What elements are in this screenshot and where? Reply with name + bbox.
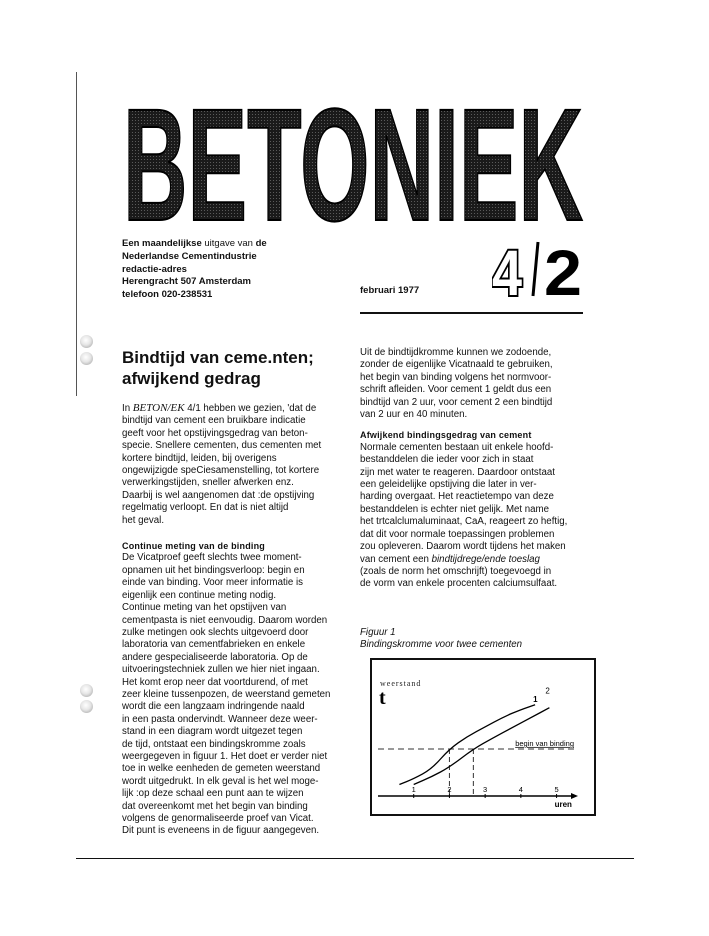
issue-date: februari 1977 bbox=[360, 285, 420, 296]
body-line: Dit punt is eveneens in de figuur aangegeven. bbox=[122, 825, 320, 837]
body-line: het begin van binding volgens het normvoor- bbox=[360, 371, 552, 383]
figure-1 bbox=[370, 658, 596, 816]
publisher-line: Herengracht 507 Amsterdam bbox=[122, 276, 252, 288]
body-line: harding overgaat. Het reactietempo van deze bbox=[360, 491, 554, 503]
publisher-line: uitgave van bbox=[201, 238, 256, 249]
body-line: (zoals de norm het omschrijft) toegevoegd in bbox=[360, 565, 552, 577]
body-line: andere gespecialiseerde laboratoria. Op de bbox=[122, 651, 308, 663]
publisher-line: telefoon 020-238531 bbox=[122, 289, 213, 301]
section-heading: Afwijkend bindingsgedrag van cement bbox=[360, 430, 532, 441]
figure-number: Figuur 1 bbox=[360, 627, 396, 638]
x-axis-unit: uren bbox=[554, 800, 572, 809]
body-line: opnamen uit het bindingsverloop: begin en bbox=[122, 564, 305, 576]
body-line: van 2 uur en 40 minuten. bbox=[360, 409, 468, 421]
y-axis-arrow: t bbox=[379, 687, 386, 709]
body-line: Normale cementen bestaan uit enkele hoofd- bbox=[360, 441, 554, 453]
issue-slash bbox=[533, 242, 538, 296]
body-line: cementpasta is niet eenvoudig. Daarom worden bbox=[122, 614, 328, 626]
publisher-line: redactie-adres bbox=[122, 263, 187, 275]
threshold-label: begin van binding bbox=[515, 738, 574, 748]
curve-label-1: 1 bbox=[533, 694, 538, 704]
article-title-line: afwijkend gedrag bbox=[122, 369, 261, 388]
x-axis-arrowhead bbox=[571, 793, 578, 799]
masthead bbox=[122, 92, 584, 230]
article-title bbox=[122, 347, 358, 389]
body-line: Uit de bindtijdkromme kunnen we zodoende, bbox=[360, 347, 552, 358]
figure-caption bbox=[360, 627, 590, 652]
publisher-line: de bbox=[255, 238, 267, 249]
issue-part: 2 bbox=[544, 240, 582, 298]
x-tick-label: 2 bbox=[447, 785, 452, 794]
body-line: zonder de eigenlijke Vicatnaald te gebruiken, bbox=[360, 359, 553, 371]
body-line: zijn met water te reageren. Daardoor ontstaat bbox=[360, 466, 555, 478]
body-line: dat overeenkomt met het begin van binding bbox=[122, 800, 308, 812]
article-title-line: Bindtijd van ceme.nten; bbox=[122, 348, 314, 367]
punch-hole bbox=[80, 352, 93, 365]
issue-number bbox=[492, 240, 584, 298]
intro-line: ongewijzigde speCiesamenstelling, tot kortere bbox=[122, 465, 320, 477]
body-line: dat dit voor normale toepassingen problemen bbox=[360, 528, 555, 540]
margin-line bbox=[76, 72, 77, 396]
body-line: einde van binding. Voor meer informatie is bbox=[122, 577, 303, 589]
column-left bbox=[122, 402, 358, 838]
body-line: schrift afleiden. Voor cement 1 geldt dus een bbox=[360, 384, 552, 396]
issue-volume: 4 bbox=[492, 240, 523, 298]
x-tick-label: 4 bbox=[518, 785, 523, 794]
body-line: het trtcalclumaluminaat, CaA, reageert zo heftig, bbox=[360, 516, 568, 528]
intro-line: Daarbij is wel aangenomen dat :de opstijving bbox=[122, 489, 315, 501]
intro-line: bindtijd van cement een bruikbare indicatie bbox=[122, 415, 306, 427]
intro-line: verwerkingstijden, sneller afwerken enz. bbox=[122, 477, 294, 489]
column-right bbox=[360, 347, 585, 591]
body-line: laboratoria van cementfabrieken en enkele bbox=[122, 639, 306, 651]
punch-hole bbox=[80, 700, 93, 713]
body-line: bestanddelen is echter niet gelijk. Met name bbox=[360, 503, 550, 515]
body-line: de tijd, ontstaat een bindingskromme zoals bbox=[122, 738, 306, 750]
intro-line: regelmatig verloopt. En dat is niet altijd bbox=[122, 502, 289, 514]
section-heading: Continue meting van de binding bbox=[122, 541, 265, 552]
curve-label-2: 2 bbox=[545, 686, 550, 696]
footer-rule bbox=[76, 858, 634, 859]
body-line: De Vicatproef geeft slechts twee moment- bbox=[122, 552, 302, 564]
publisher-info bbox=[122, 238, 267, 302]
figure-title: Bindingskromme voor twee cementen bbox=[360, 639, 523, 651]
body-line: wordt die een langzaam indringende naald bbox=[122, 701, 305, 713]
x-tick-label: 1 bbox=[411, 785, 416, 794]
body-line: eigenlijk een continue meting nodig. bbox=[122, 589, 277, 601]
intro-line: In BETON/EK 4/1 hebben we gezien, 'dat de bbox=[122, 402, 317, 414]
punch-hole bbox=[80, 684, 93, 697]
publisher-line: Nederlandse Cementindustrie bbox=[122, 250, 257, 262]
intro-line: kortere bindtijd, leiden, bij overigens bbox=[122, 452, 277, 464]
intro-line: specie. Snellere cementen, dus cementen met bbox=[122, 440, 322, 452]
binding-chart bbox=[372, 660, 594, 814]
body-line: in een pasta ondervindt. Wanneer deze weer- bbox=[122, 713, 318, 725]
body-line: een geleidelijke opstijving die later in ver- bbox=[360, 479, 537, 491]
body-line: bindtijd van 2 uur, voor cement 2 een bindtijd bbox=[360, 396, 553, 408]
y-axis-label: weerstand bbox=[380, 679, 422, 688]
x-tick-label: 5 bbox=[554, 785, 559, 794]
body-line: volgens de genormaliseerde proef van Vicat. bbox=[122, 813, 314, 824]
intro-line: het geval. bbox=[122, 514, 165, 526]
body-line: Het komt erop neer dat voortdurend, of met bbox=[122, 676, 308, 688]
x-tick-label: 3 bbox=[483, 785, 488, 794]
body-line: uitvoeringstechniek zullen we hier niet ingaan. bbox=[122, 664, 320, 676]
header-rule bbox=[360, 312, 583, 314]
publisher-line: Een maandelijkse bbox=[122, 238, 202, 249]
punch-hole bbox=[80, 335, 93, 348]
body-line: lijk :op deze schaal een punt aan te wijzen bbox=[122, 788, 304, 800]
body-line: zulke metingen ook slechts uitgevoerd door bbox=[122, 626, 309, 638]
body-line: zeer kleine tussenpozen, de weerstand gemeten bbox=[122, 688, 331, 700]
body-line: van cement een bindtijdrege/ende toeslag bbox=[360, 553, 540, 565]
masthead-title: BETONIEK bbox=[123, 92, 583, 230]
body-line: Continue meting van het opstijven van bbox=[122, 602, 287, 614]
body-line: stand in een diagram wordt uitgezet tegen bbox=[122, 726, 303, 738]
body-line: wordt uitgedrukt. In elk geval is het wel moge- bbox=[122, 775, 319, 787]
body-line: bestanddelen die ieder voor zich in staat bbox=[360, 454, 534, 466]
intro-line: geeft voor het opstijvingsgedrag van beton- bbox=[122, 427, 308, 439]
masthead-logo bbox=[122, 92, 584, 230]
body-line: toe in welke eenheden de gemeten weerstand bbox=[122, 763, 321, 775]
body-line: de vorm van enkele procenten calciumsulfaat. bbox=[360, 578, 558, 590]
body-line: zou opleveren. Daarom wordt tijdens het maken bbox=[360, 541, 566, 553]
body-line: weergegeven in figuur 1. Het doet er verder niet bbox=[122, 750, 328, 762]
